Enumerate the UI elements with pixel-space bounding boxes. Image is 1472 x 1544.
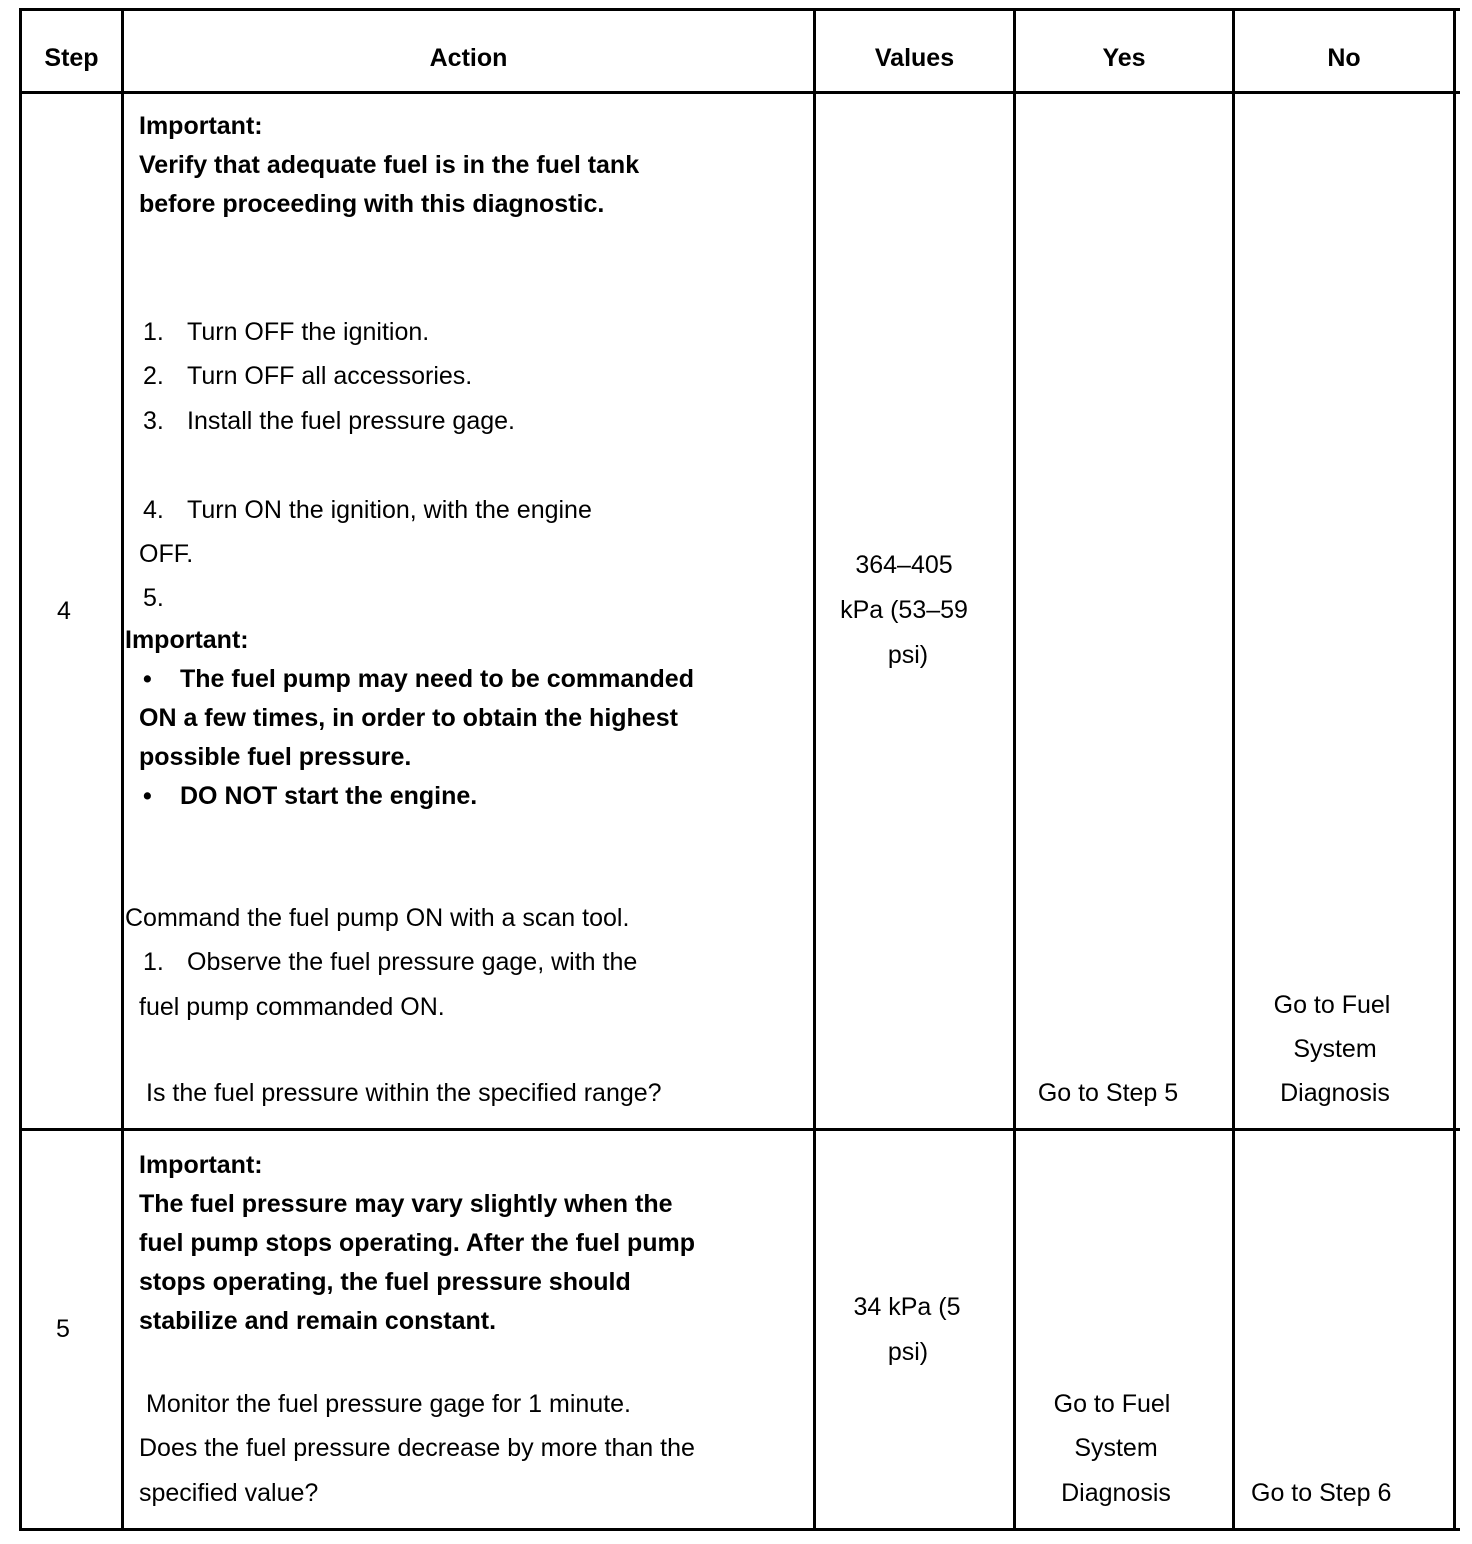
row4-important-text-line2: before proceeding with this diagnostic. bbox=[139, 190, 605, 218]
row4-command-text: Command the fuel pump ON with a scan tool. bbox=[125, 904, 630, 932]
row5-important-label: Important: bbox=[139, 1151, 263, 1179]
row5-step-number: 5 bbox=[56, 1315, 70, 1343]
row5-important-line2: fuel pump stops operating. After the fuel pump bbox=[139, 1229, 696, 1257]
row5-no-link[interactable]: Go to Step 6 bbox=[1251, 1479, 1392, 1507]
row4-bullet1-line3: possible fuel pressure. bbox=[139, 743, 412, 771]
row4-important-text-line1: Verify that adequate fuel is in the fuel tank bbox=[139, 151, 640, 179]
row4-item-3-number: 3. bbox=[143, 407, 164, 435]
row4-value-line3: psi) bbox=[887, 641, 929, 669]
row4-item-4-continuation: OFF. bbox=[139, 540, 194, 568]
header-yes: Yes bbox=[1102, 44, 1146, 72]
row4-no-line2[interactable]: System bbox=[1293, 1035, 1377, 1063]
row5-value-line2: psi) bbox=[887, 1338, 929, 1366]
row5-value-line1: 34 kPa (5 bbox=[853, 1293, 961, 1321]
row4-bullet1-symbol: • bbox=[143, 665, 152, 693]
row4-item-3-text: Install the fuel pressure gage. bbox=[187, 407, 515, 435]
row5-important-line4: stabilize and remain constant. bbox=[139, 1307, 497, 1335]
row5-yes-line1[interactable]: Go to Fuel bbox=[1053, 1390, 1171, 1418]
table-left-border bbox=[19, 8, 22, 1531]
row4-observe-line1: Observe the fuel pressure gage, with the bbox=[187, 948, 638, 976]
header-no: No bbox=[1327, 44, 1361, 72]
table-top-border bbox=[19, 8, 1460, 11]
row5-yes-line3[interactable]: Diagnosis bbox=[1061, 1479, 1171, 1507]
header-action: Action bbox=[429, 44, 508, 72]
row4-bullet2-symbol: • bbox=[143, 782, 152, 810]
row5-monitor-text: Monitor the fuel pressure gage for 1 minute. bbox=[146, 1390, 631, 1418]
row4-item-1-text: Turn OFF the ignition. bbox=[187, 318, 430, 346]
row-divider bbox=[19, 1128, 1460, 1131]
column-divider-values-yes bbox=[1013, 8, 1016, 1531]
row4-item-4-text: Turn ON the ignition, with the engine bbox=[187, 496, 592, 524]
row5-yes-line2[interactable]: System bbox=[1074, 1434, 1158, 1462]
row4-no-line3[interactable]: Diagnosis bbox=[1280, 1079, 1390, 1107]
row4-important2-label: Important: bbox=[125, 626, 249, 654]
row5-question-line2: specified value? bbox=[139, 1479, 319, 1507]
row4-question: Is the fuel pressure within the specified range? bbox=[146, 1079, 662, 1107]
header-bottom-border bbox=[19, 91, 1460, 94]
row4-item-2-number: 2. bbox=[143, 362, 164, 390]
table-right-border bbox=[1453, 8, 1456, 1531]
row4-item-1-number: 1. bbox=[143, 318, 164, 346]
row4-bullet1-line2: ON a few times, in order to obtain the highest bbox=[139, 704, 678, 732]
column-divider-step-action bbox=[121, 8, 124, 1531]
header-values: Values bbox=[874, 44, 955, 72]
row5-important-line1: The fuel pressure may vary slightly when the bbox=[139, 1190, 673, 1218]
row4-value-line1: 364–405 bbox=[855, 551, 953, 579]
column-divider-yes-no bbox=[1232, 8, 1235, 1531]
header-step: Step bbox=[44, 44, 99, 72]
row4-yes-link[interactable]: Go to Step 5 bbox=[1037, 1079, 1179, 1107]
row5-question-line1: Does the fuel pressure decrease by more than the bbox=[139, 1434, 695, 1462]
row5-important-line3: stops operating, the fuel pressure should bbox=[139, 1268, 631, 1296]
row4-observe-line2: fuel pump commanded ON. bbox=[139, 993, 445, 1021]
row4-important-label: Important: bbox=[139, 112, 263, 140]
row4-step-number: 4 bbox=[57, 597, 71, 625]
row4-item-5-number: 5. bbox=[143, 584, 164, 612]
row4-bullet1-line1: The fuel pump may need to be commanded bbox=[180, 665, 694, 693]
row4-item-2-text: Turn OFF all accessories. bbox=[187, 362, 473, 390]
row4-item-4-number: 4. bbox=[143, 496, 164, 524]
row4-no-line1[interactable]: Go to Fuel bbox=[1273, 991, 1391, 1019]
row4-observe-number: 1. bbox=[143, 948, 164, 976]
row4-value-line2: kPa (53–59 bbox=[840, 596, 968, 624]
table-bottom-border bbox=[19, 1528, 1460, 1531]
row4-bullet2-text: DO NOT start the engine. bbox=[180, 782, 478, 810]
